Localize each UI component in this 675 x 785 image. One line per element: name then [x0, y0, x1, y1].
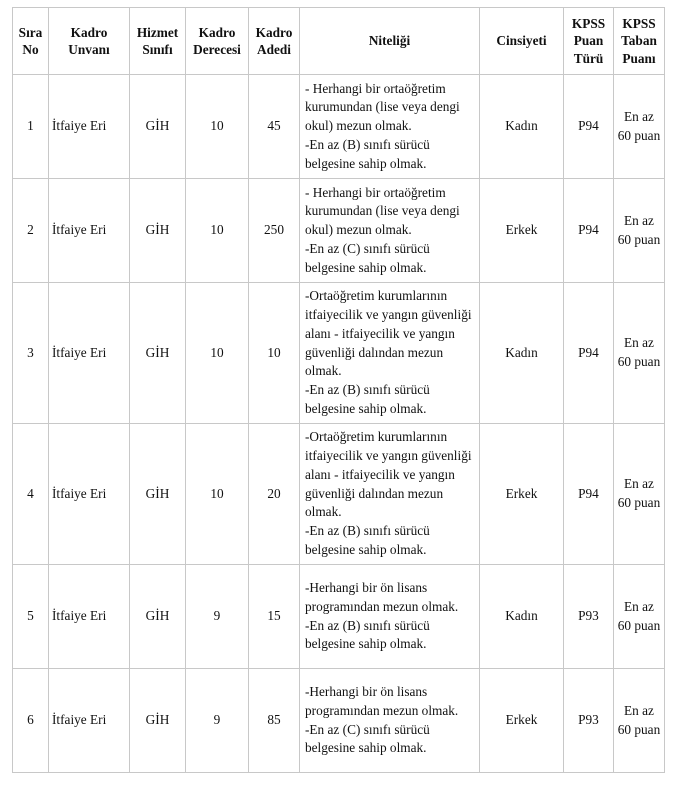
- header-kadro-derecesi: Kadro Derecesi: [186, 8, 249, 75]
- cell-hizmet-sinifi: GİH: [130, 565, 186, 669]
- cell-kpss-taban-puani: En az 60 puan: [614, 283, 665, 424]
- cell-cinsiyeti: Kadın: [480, 75, 564, 179]
- cell-kpss-taban-puani: En az 60 puan: [614, 75, 665, 179]
- cell-kadro-derecesi: 10: [186, 424, 249, 565]
- cell-kpss-puan-turu: P94: [564, 179, 614, 283]
- header-cinsiyeti: Cinsiyeti: [480, 8, 564, 75]
- header-sira-no: Sıra No: [13, 8, 49, 75]
- niteligi-text: -Ortaöğretim kurumlarının itfaiyecilik ve yangın güvenliği alanı - itfaiyecilik ve yangın güvenliği dalından mezun olmak. -En az (B) sınıfı sürücü belgesine sahip olmak.: [305, 429, 472, 557]
- cell-kadro-unvani: İtfaiye Eri: [49, 283, 130, 424]
- niteligi-text: -Herhangi bir ön lisans programından mezun olmak. -En az (B) sınıfı sürücü belgesine sahip olmak.: [305, 579, 459, 652]
- cell-kpss-puan-turu: P94: [564, 283, 614, 424]
- cell-sira-no: 4: [13, 424, 49, 565]
- niteligi-text: -Herhangi bir ön lisans programından mezun olmak. -En az (C) sınıfı sürücü belgesine sahip olmak.: [305, 683, 459, 756]
- cell-kpss-puan-turu: P93: [564, 669, 614, 773]
- cell-kadro-derecesi: 10: [186, 283, 249, 424]
- niteligi-text: - Herhangi bir ortaöğretim kurumundan (lise veya dengi okul) mezun olmak. -En az (C) sınıfı sürücü belgesine sahip olmak.: [305, 184, 460, 275]
- niteligi-text: -Ortaöğretim kurumlarının itfaiyecilik ve yangın güvenliği alanı - itfaiyecilik ve yangın güvenliği dalından mezun olmak. -En az (B) sınıfı sürücü belgesine sahip olmak.: [305, 288, 472, 416]
- header-niteligi: Niteliği: [300, 8, 480, 75]
- cell-hizmet-sinifi: GİH: [130, 75, 186, 179]
- cell-kadro-unvani: İtfaiye Eri: [49, 75, 130, 179]
- cell-sira-no: 3: [13, 283, 49, 424]
- cell-sira-no: 2: [13, 179, 49, 283]
- cell-hizmet-sinifi: GİH: [130, 669, 186, 773]
- cell-kadro-adedi: 85: [249, 669, 300, 773]
- cell-kadro-adedi: 15: [249, 565, 300, 669]
- table-header-row: [13, 8, 665, 75]
- cell-kpss-taban-puani: En az 60 puan: [614, 179, 665, 283]
- cell-cinsiyeti: Erkek: [480, 424, 564, 565]
- cell-kadro-adedi: 20: [249, 424, 300, 565]
- cell-cinsiyeti: Kadın: [480, 565, 564, 669]
- cell-niteligi: [300, 669, 480, 773]
- table-row: [13, 179, 665, 283]
- table-row: [13, 565, 665, 669]
- cell-niteligi: [300, 283, 480, 424]
- cell-sira-no: 1: [13, 75, 49, 179]
- cell-hizmet-sinifi: GİH: [130, 283, 186, 424]
- cell-kadro-unvani: İtfaiye Eri: [49, 565, 130, 669]
- cell-cinsiyeti: Kadın: [480, 283, 564, 424]
- cell-kadro-adedi: 45: [249, 75, 300, 179]
- cell-sira-no: 5: [13, 565, 49, 669]
- cell-kpss-taban-puani: En az 60 puan: [614, 669, 665, 773]
- cell-cinsiyeti: Erkek: [480, 669, 564, 773]
- header-kpss-puan-turu: KPSS Puan Türü: [564, 8, 614, 75]
- cell-hizmet-sinifi: GİH: [130, 424, 186, 565]
- cell-kadro-unvani: İtfaiye Eri: [49, 424, 130, 565]
- table-row: [13, 424, 665, 565]
- cell-kpss-taban-puani: En az 60 puan: [614, 565, 665, 669]
- cell-cinsiyeti: Erkek: [480, 179, 564, 283]
- cell-kpss-puan-turu: P93: [564, 565, 614, 669]
- cell-kadro-adedi: 10: [249, 283, 300, 424]
- cell-kadro-derecesi: 9: [186, 565, 249, 669]
- niteligi-text: - Herhangi bir ortaöğretim kurumundan (lise veya dengi okul) mezun olmak. -En az (B) sınıfı sürücü belgesine sahip olmak.: [305, 80, 460, 171]
- cell-niteligi: [300, 565, 480, 669]
- table-row: [13, 669, 665, 773]
- kadro-table: [12, 7, 665, 773]
- header-hizmet-sinifi: Hizmet Sınıfı: [130, 8, 186, 75]
- header-kpss-taban-puani: KPSS Taban Puanı: [614, 8, 665, 75]
- cell-kpss-taban-puani: En az 60 puan: [614, 424, 665, 565]
- cell-kadro-derecesi: 9: [186, 669, 249, 773]
- cell-hizmet-sinifi: GİH: [130, 179, 186, 283]
- cell-kadro-derecesi: 10: [186, 179, 249, 283]
- header-kadro-adedi: Kadro Adedi: [249, 8, 300, 75]
- cell-kpss-puan-turu: P94: [564, 424, 614, 565]
- cell-niteligi: [300, 75, 480, 179]
- cell-niteligi: [300, 424, 480, 565]
- cell-kadro-unvani: İtfaiye Eri: [49, 669, 130, 773]
- header-kadro-unvani: Kadro Unvanı: [49, 8, 130, 75]
- cell-kadro-adedi: 250: [249, 179, 300, 283]
- cell-niteligi: [300, 179, 480, 283]
- cell-kpss-puan-turu: P94: [564, 75, 614, 179]
- cell-kadro-derecesi: 10: [186, 75, 249, 179]
- cell-sira-no: 6: [13, 669, 49, 773]
- table-row: [13, 75, 665, 179]
- cell-kadro-unvani: İtfaiye Eri: [49, 179, 130, 283]
- table-row: [13, 283, 665, 424]
